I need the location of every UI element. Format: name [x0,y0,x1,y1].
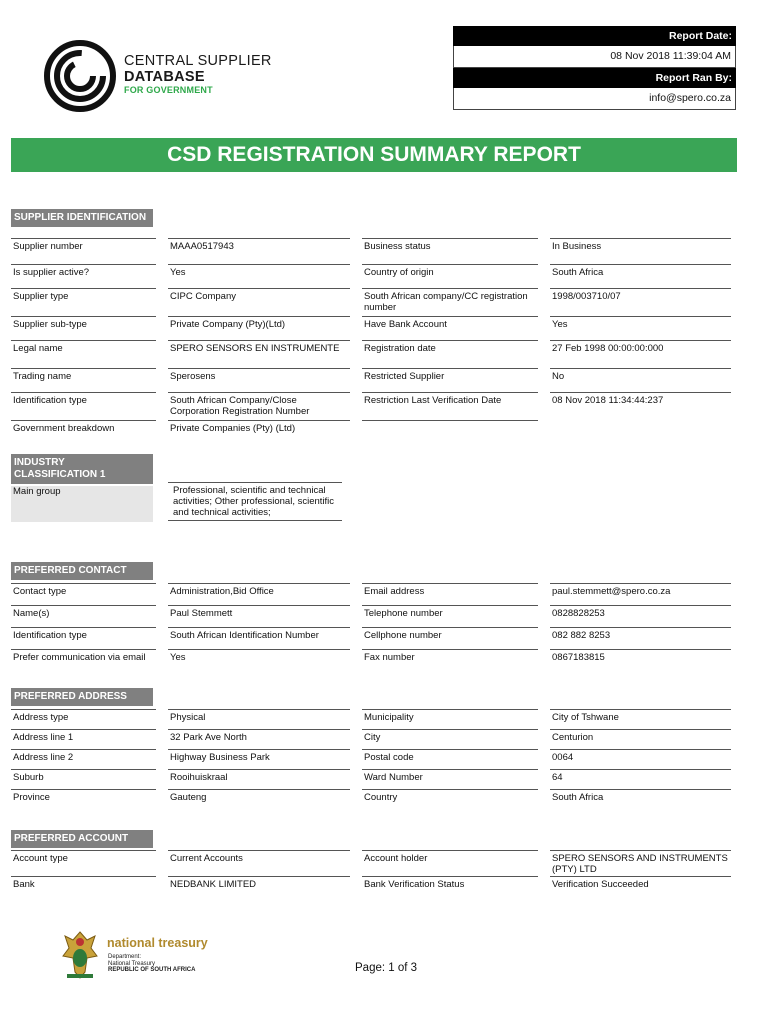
supplier-row-value-2: 27 Feb 1998 00:00:00:000 [550,340,731,356]
address-row-value-2: Centurion [550,729,731,745]
contact-row-value-2: paul.stemmett@spero.co.za [550,583,731,599]
contact-row-value: South African Identification Number [168,627,350,643]
address-row-label: Address line 1 [11,729,156,745]
address-row-value: Rooihuiskraal [168,769,350,785]
contact-row-label: Prefer communication via email [11,649,156,665]
treasury-department [108,954,195,974]
address-row-label-2: Country [362,789,538,805]
address-row-value: 32 Park Ave North [168,729,350,745]
address-row-value: Highway Business Park [168,749,350,765]
account-row-value: NEDBANK LIMITED [168,876,350,892]
contact-row-label-2: Email address [362,583,538,599]
main-group-label-cell [11,486,153,522]
supplier-row-label-2: Restriction Last Verification Date [362,392,538,408]
coat-of-arms-icon [57,928,103,982]
supplier-row-label-2: Business status [362,238,538,254]
address-row-label-2: Ward Number [362,769,538,785]
treasury-name: national treasury [107,936,208,950]
supplier-row-label-2: South African company/CC registration number [362,288,538,315]
contact-row-label-2: Telephone number [362,605,538,621]
contact-row-value: Administration,Bid Office [168,583,350,599]
section-preferred-account: PREFERRED ACCOUNT [11,830,153,848]
supplier-row-value: Yes [168,264,350,280]
supplier-row-value: SPERO SENSORS EN INSTRUMENTE [168,340,350,356]
supplier-row-value-2: 1998/003710/07 [550,288,731,304]
national-treasury-logo [57,928,227,982]
supplier-row-value: MAAA0517943 [168,238,350,254]
supplier-row-label: Supplier sub-type [11,316,156,332]
supplier-row-label-2 [362,420,538,444]
account-row-label-2: Account holder [362,850,538,866]
logo-line-2: DATABASE [124,69,205,85]
section-preferred-contact: PREFERRED CONTACT [11,562,153,580]
supplier-row-label-2: Have Bank Account [362,316,538,332]
supplier-row-label: Is supplier active? [11,264,156,280]
supplier-row-label: Government breakdown [11,420,156,436]
contact-row-label-2: Fax number [362,649,538,665]
supplier-row-value-2 [550,420,731,424]
address-row-value-2: 64 [550,769,731,785]
supplier-row-value: CIPC Company [168,288,350,304]
supplier-row-label: Legal name [11,340,156,356]
address-row-value: Physical [168,709,350,725]
account-row-label-2: Bank Verification Status [362,876,538,892]
account-row-value: Current Accounts [168,850,350,866]
account-row-label: Bank [11,876,156,892]
supplier-row-label-2: Registration date [362,340,538,356]
account-row-value-2: Verification Succeeded [550,876,731,892]
logo-line-1: CENTRAL SUPPLIER [124,53,272,69]
address-row-label-2: City [362,729,538,745]
report-meta [453,26,736,110]
logo-line-3: FOR GOVERNMENT [124,85,213,95]
report-ran-by-value: info@spero.co.za [453,88,736,110]
address-row-value: Gauteng [168,789,350,805]
section-preferred-address: PREFERRED ADDRESS [11,688,153,706]
supplier-row-value: Private Company (Pty)(Ltd) [168,316,350,332]
main-group-value: Professional, scientific and technical activities; Other professional, scientific and technical activities; [168,482,342,521]
address-row-label: Address line 2 [11,749,156,765]
section-industry-classification: INDUSTRY CLASSIFICATION 1 [11,454,153,484]
dept-line-2: National Treasury [108,960,156,967]
contact-row-value-2: 0828828253 [550,605,731,621]
address-row-label-2: Postal code [362,749,538,765]
address-row-value-2: South Africa [550,789,731,805]
csd-logo-icon [44,40,116,112]
contact-row-label: Name(s) [11,605,156,621]
contact-row-value-2: 082 882 8253 [550,627,731,643]
supplier-row-label: Trading name [11,368,156,384]
supplier-row-value-2: No [550,368,731,384]
contact-row-label: Contact type [11,583,156,599]
report-title: CSD REGISTRATION SUMMARY REPORT [11,138,737,172]
report-ran-by-label: Report Ran By: [453,68,736,88]
account-row-value-2: SPERO SENSORS AND INSTRUMENTS (PTY) LTD [550,850,731,877]
supplier-row-label: Supplier type [11,288,156,304]
supplier-row-value-2: Yes [550,316,731,332]
contact-row-value-2: 0867183815 [550,649,731,665]
address-row-label: Suburb [11,769,156,785]
supplier-row-value: Sperosens [168,368,350,384]
dept-line-3: REPUBLIC OF SOUTH AFRICA [108,967,196,973]
supplier-row-value: South African Company/Close Corporation Registration Number [168,392,350,419]
address-row-value-2: 0064 [550,749,731,765]
account-row-label: Account type [11,850,156,866]
contact-row-value: Yes [168,649,350,665]
contact-row-value: Paul Stemmett [168,605,350,621]
supplier-row-value-2: In Business [550,238,731,254]
supplier-row-value-2: 08 Nov 2018 11:34:44:237 [550,392,731,408]
contact-row-label-2: Cellphone number [362,627,538,643]
supplier-row-label: Identification type [11,392,156,408]
supplier-row-label-2: Restricted Supplier [362,368,538,384]
supplier-row-value: Private Companies (Pty) (Ltd) [168,420,350,436]
address-row-label: Address type [11,709,156,725]
supplier-row-label: Supplier number [11,238,156,254]
report-date-label: Report Date: [453,26,736,46]
supplier-row-label-2: Country of origin [362,264,538,280]
report-date-value: 08 Nov 2018 11:39:04 AM [453,46,736,68]
main-group-label: Main group [13,486,61,497]
address-row-label-2: Municipality [362,709,538,725]
address-row-label: Province [11,789,156,805]
section-supplier-identification: SUPPLIER IDENTIFICATION [11,209,153,227]
address-row-value-2: City of Tshwane [550,709,731,725]
csd-logo [44,40,284,112]
contact-row-label: Identification type [11,627,156,643]
page-number: Page: 1 of 3 [355,962,418,974]
supplier-row-value-2: South Africa [550,264,731,280]
dept-line-1: Department: [108,954,142,960]
